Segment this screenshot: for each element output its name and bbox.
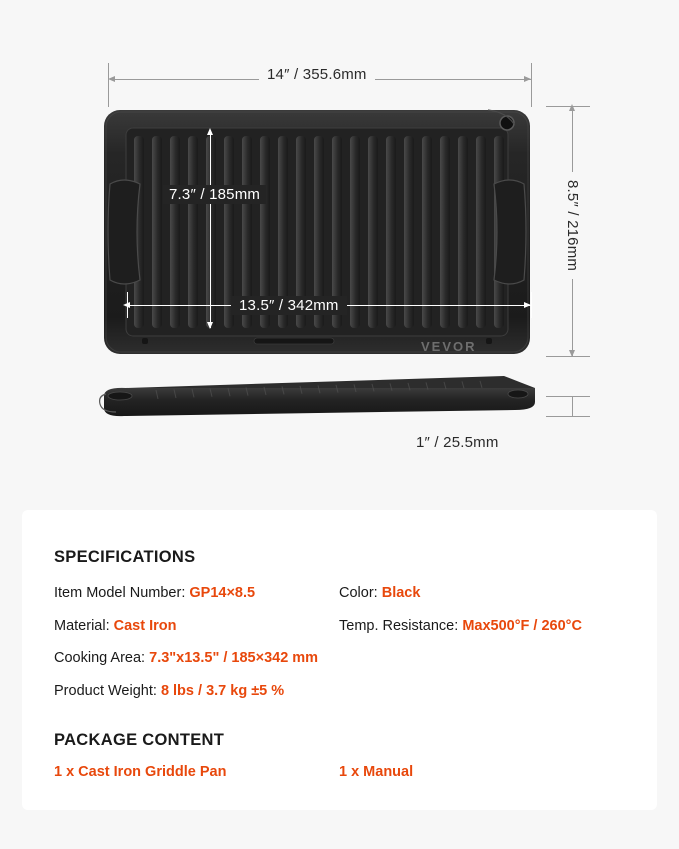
spec-value-product-weight: 8 lbs / 3.7 kg ±5 % [160, 682, 285, 699]
dimension-arrow-cookw-right [524, 302, 531, 308]
dimension-line-cook-height [210, 132, 211, 328]
spec-item-color [339, 584, 625, 604]
dimension-arrow-cook-down [207, 322, 213, 329]
spec-label-color: Color: [339, 585, 378, 601]
svg-text:VEVOR: VEVOR [421, 339, 477, 354]
package-item-griddle-pan: 1 x Cast Iron Griddle Pan [54, 764, 227, 781]
specifications-grid [54, 584, 625, 701]
package-content-grid [54, 764, 625, 780]
dimension-label-cooking-width: 13.5″ / 342mm [231, 296, 347, 315]
dimension-tick-right [531, 63, 532, 107]
dimension-tick-top [546, 106, 590, 107]
spec-item-model [54, 584, 339, 604]
specifications-card [22, 510, 657, 810]
griddle-side-view-illustration [98, 372, 535, 424]
specifications-title: SPECIFICATIONS [54, 548, 196, 566]
spec-label-material: Material: [54, 617, 110, 634]
dimension-arrow-left [108, 76, 115, 82]
package-item-manual: 1 x Manual [339, 764, 414, 781]
dimension-tick-left [108, 63, 109, 107]
dimension-tick-bottom [546, 356, 590, 357]
spec-item-material [54, 617, 339, 637]
spec-value-model: GP14×8.5 [189, 585, 256, 601]
dimension-tick-cookw-right [531, 292, 532, 318]
dimension-arrow-right [524, 76, 531, 82]
thickness-tick-bottom [546, 416, 590, 417]
dimension-label-overall-height: 8.5″ / 216mm [564, 172, 581, 279]
spec-item-product-weight [54, 682, 625, 702]
dimension-line-thickness [572, 396, 573, 416]
package-content-title: PACKAGE CONTENT [54, 731, 225, 750]
dimension-label-cooking-height: 7.3″ / 185mm [163, 185, 266, 204]
spec-value-temp-resistance: Max500°F / 260°C [462, 617, 582, 634]
spec-label-product-weight: Product Weight: [54, 682, 157, 699]
thickness-tick-top [546, 396, 590, 397]
spec-value-color: Black [381, 585, 421, 601]
spec-item-temp-resistance [339, 617, 625, 637]
spec-label-temp-resistance: Temp. Resistance: [339, 617, 459, 634]
spec-label-cooking-area: Cooking Area: [54, 650, 146, 667]
dimension-arrow-cook-up [207, 128, 213, 135]
spec-value-material: Cast Iron [113, 617, 177, 634]
griddle-top-view-illustration [104, 106, 530, 358]
spec-value-cooking-area: 7.3"x13.5" / 185×342 mm [149, 650, 319, 667]
spec-item-cooking-area [54, 649, 625, 669]
dimension-label-overall-width: 14″ / 355.6mm [259, 66, 375, 83]
dimension-tick-cookw-left [127, 292, 128, 318]
spec-label-model: Item Model Number: [54, 585, 186, 601]
dimension-label-thickness: 1″ / 25.5mm [416, 434, 499, 451]
